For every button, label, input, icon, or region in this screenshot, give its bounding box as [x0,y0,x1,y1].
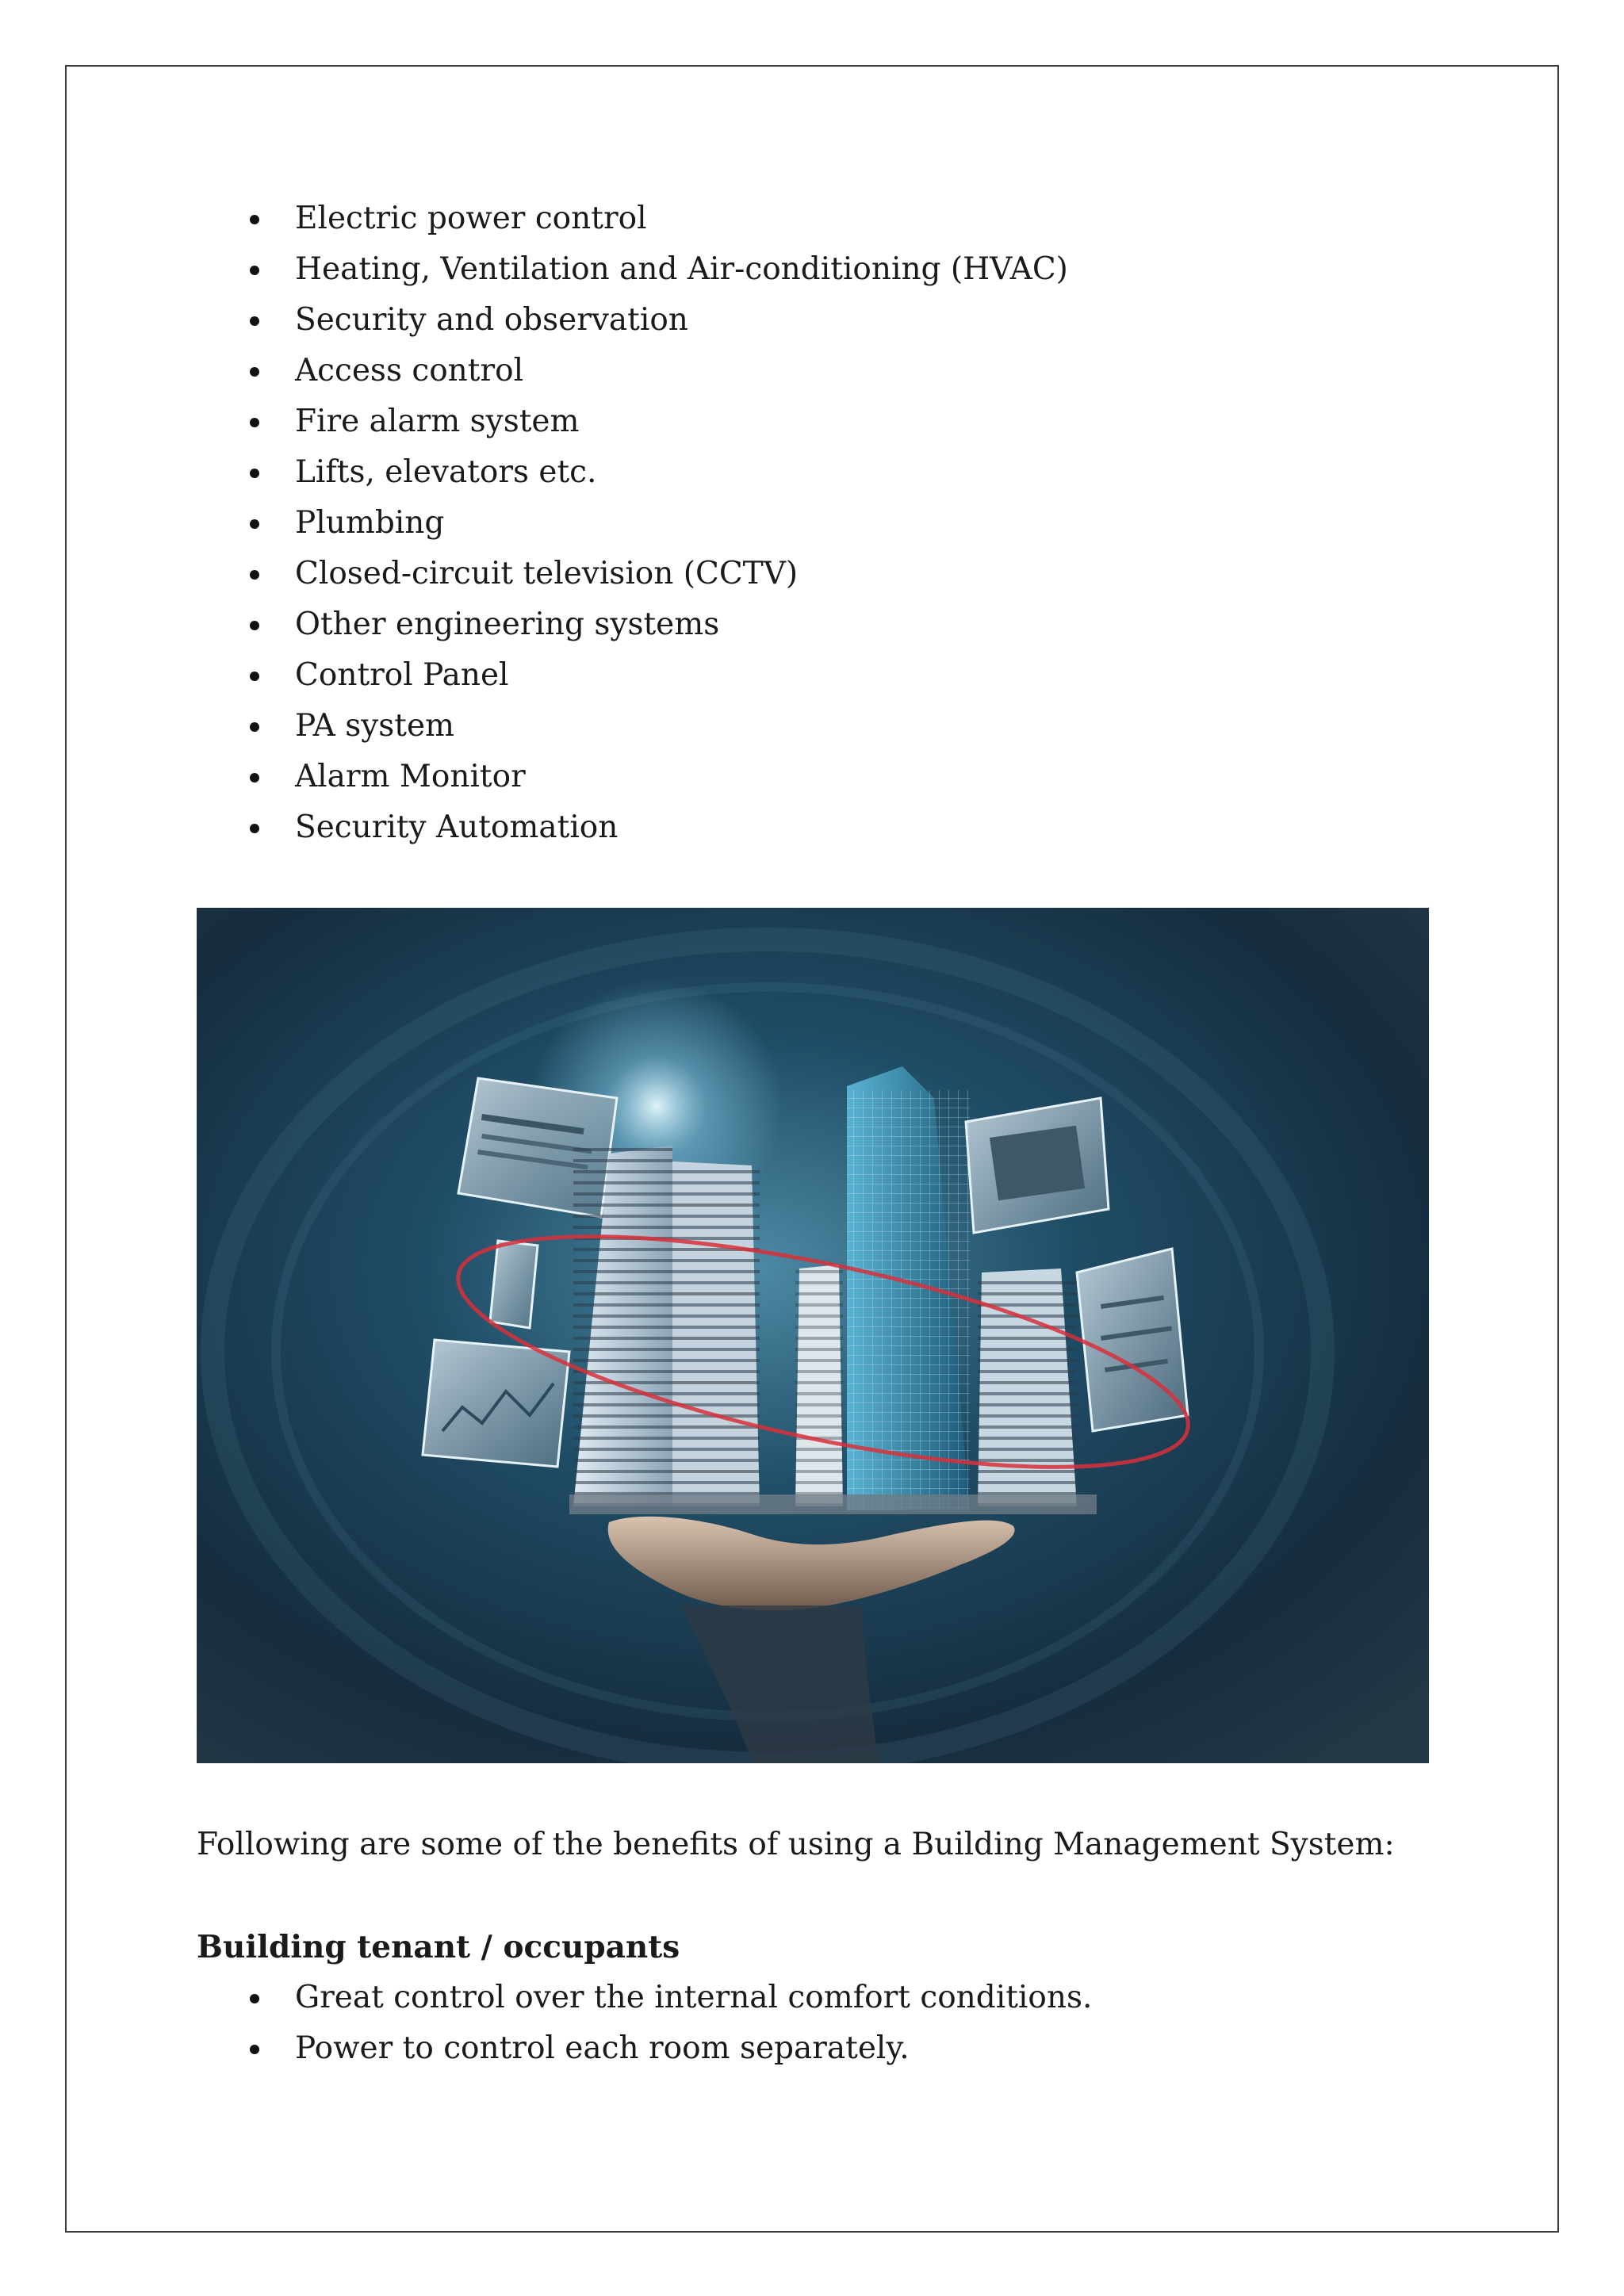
list-item-text: Access control [295,353,524,388]
list-item [0,701,1068,752]
list-item-text: Control Panel [295,657,509,693]
list-item-text: Alarm Monitor [295,759,526,794]
list-item-text: Security Automation [295,809,619,845]
bullet-icon [250,316,259,326]
list-item-text: Other engineering systems [295,607,720,642]
bullet-icon [250,2045,259,2054]
list-item-text: Great control over the internal comfort conditions. [295,1980,1093,2015]
bullet-icon [250,469,259,478]
bullet-icon [250,215,259,224]
bullet-icon [250,824,259,833]
bullet-icon [250,672,259,681]
list-item [0,346,1068,396]
list-item [0,2023,1092,2074]
bullet-icon [250,266,259,275]
bullet-icon [250,621,259,630]
list-item [0,498,1068,549]
bullet-icon [250,1994,259,2003]
smart-building-illustration [197,908,1429,1763]
list-item-text: Security and observation [295,302,688,338]
list-item [0,549,1068,599]
list-item-text: Plumbing [295,505,445,541]
list-item [0,1973,1092,2023]
list-item-text: Lifts, elevators etc. [295,454,597,490]
list-item-text: PA system [295,708,455,744]
benefits-intro: Following are some of the benefits of using a Building Management System: [197,1827,1395,1862]
list-item-text: Closed-circuit television (CCTV) [295,556,799,591]
bullet-icon [250,519,259,529]
list-item [0,193,1068,244]
list-item [0,599,1068,650]
bullet-icon [250,570,259,580]
list-item-text: Power to control each room separately. [295,2030,910,2066]
list-item [0,396,1068,447]
bullet-icon [250,722,259,732]
bullet-icon [250,367,259,377]
list-item [0,802,1068,853]
benefits-list [0,1973,1092,2074]
bullet-icon [250,418,259,427]
list-item-text: Electric power control [295,201,647,236]
list-item [0,295,1068,346]
bullet-icon [250,773,259,783]
list-item [0,752,1068,802]
list-item [0,650,1068,701]
list-item [0,244,1068,295]
smart-building-illustration-icon [197,908,1429,1763]
systems-list [0,193,1068,853]
list-item-text: Heating, Ventilation and Air-conditioning (HVAC) [295,251,1068,287]
list-item [0,447,1068,498]
section-heading: Building tenant / occupants [197,1929,680,1965]
list-item-text: Fire alarm system [295,404,580,439]
